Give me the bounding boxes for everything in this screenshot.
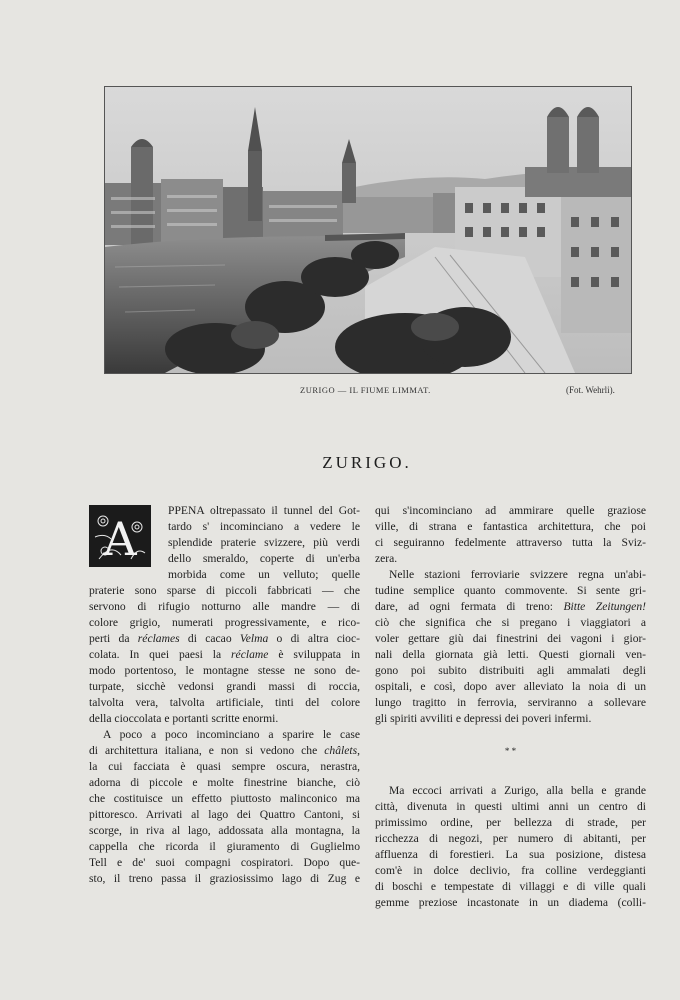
text-line: lungo tragitto in ferrovia, serviranno a sollevare xyxy=(375,696,646,709)
text-line: qui s'incominciano ad ammirare quelle graziose xyxy=(375,504,646,517)
photo-credit: (Fot. Wehrli). xyxy=(566,385,615,395)
text-line: splendide praterie svizzere, più verdi xyxy=(168,536,360,549)
text-line: la cui facciata è quasi sempre oscura, nerastra, xyxy=(89,760,360,773)
text-line: servono di rifugio notturno alle mandre — di xyxy=(89,600,360,613)
text-line: adorna di piccole e molte finestrine bianche, ciò xyxy=(89,776,360,789)
left-column xyxy=(89,503,360,887)
text-line: primissimo ordine, per bellezza di strade, per xyxy=(375,816,646,829)
text-line: sto, il treno passa il graziosissimo lago di Zug e xyxy=(89,872,360,885)
text-line: modo portentoso, le montagne stesse ne sono de- xyxy=(89,664,360,677)
decorated-initial xyxy=(89,505,151,567)
photo-illustration xyxy=(105,87,631,373)
decorated-initial-letter: A xyxy=(103,512,137,565)
decorated-initial-ornament-icon xyxy=(91,507,149,565)
text-line: dello smeraldo, coperte di un'erba xyxy=(168,552,360,565)
text-line: gli spiriti avviliti e depressi dei poveri infermi. xyxy=(375,712,592,725)
article-title: ZURIGO. xyxy=(322,453,412,472)
text-line: tardo s' incominciano a vedere le xyxy=(168,520,360,533)
text-line: nali della giornata già letti. Questi giornali ven- xyxy=(375,648,646,661)
text-line: turpate, sicchè vedonsi grandi massi di roccia, xyxy=(89,680,360,693)
text-line: cappella che ricorda il giuramento di Guglielmo xyxy=(89,840,360,853)
photograph-zurich-limmat xyxy=(104,86,632,374)
text-line: ricchezza di negozi, per numero di abitanti, per xyxy=(375,832,646,845)
text-line: pittoresco. Arrivati al lago dei Quattro Cantoni, si xyxy=(89,808,360,821)
text-line: Ma eccoci arrivati a Zurigo, alla bella e grande xyxy=(389,784,646,797)
text-line: zera. xyxy=(375,552,398,565)
photo-caption: ZURIGO — IL FIUME LIMMAT. xyxy=(300,385,431,395)
text-line: colore grigio, numerati progressivamente, e rico- xyxy=(89,616,360,629)
text-line: di architettura italiana, e non si vedono che châlets, xyxy=(89,744,360,757)
text-line: scorge, in riva al lago, addossata alla montagna, la xyxy=(89,824,360,837)
text-line: com'è in dolce declivio, fra colline verdeggianti xyxy=(375,864,646,877)
text-line: PPENA oltrepassato il tunnel del Got- xyxy=(168,504,360,517)
text-line: che costituisce un effetto piuttosto malinconico ma xyxy=(89,792,360,805)
text-line: praterie sono sparse di piccoli fabbricati — che xyxy=(89,584,360,597)
text-line: tudine semplice quanto commovente. Si sente gri- xyxy=(375,584,646,597)
text-line: talvolta vera, talvolta artificiale, tinti del colore xyxy=(89,696,360,709)
text-line: gemme preziose incastonate in un diadema (colli- xyxy=(375,896,646,909)
text-line: perti da réclames di cacao Velma o di altra cioc- xyxy=(89,632,360,645)
text-line: dare, ad ogni fermata di treno: Bitte Zeitungen! xyxy=(375,600,646,613)
paragraph-gap xyxy=(375,727,646,739)
text-line: della cioccolata e portanti scritte enormi. xyxy=(89,712,279,725)
text-line: morbida come un velluto; quelle xyxy=(168,568,360,581)
text-line: voler gettare giù dai finestrini dei vagoni i gior- xyxy=(375,632,646,645)
paragraph-gap xyxy=(375,771,646,783)
text-line: ci seguiranno fedelmente attraverso tutta la Sviz- xyxy=(375,536,646,549)
text-line: ciò che significa che si pregano i viaggiatori a xyxy=(375,616,646,629)
text-line: Nelle stazioni ferroviarie svizzere regna un'abi- xyxy=(389,568,646,581)
text-line: gono poi subito distribuiti agli ammalati degli xyxy=(375,664,646,677)
text-line: ville, di strana e fantastica architettura, che poi xyxy=(375,520,646,533)
text-line: ospitali, e così, dopo aver alleviato la noia di un xyxy=(375,680,646,693)
text-line: affluenza di forestieri. La sua posizione, distesa xyxy=(375,848,646,861)
text-line: di boschi e tempestate di villaggi e di ville quali xyxy=(375,880,646,893)
text-line: A poco a poco incominciano a sparire le case xyxy=(103,728,360,741)
text-line: città, divenuta in questi ultimi anni un centro di xyxy=(375,800,646,813)
right-column xyxy=(375,503,646,911)
text-line: colata. In quei paesi la réclame è sviluppata in xyxy=(89,648,361,661)
text-line: Tell e de' suoi compagni cospiratori. Dopo que- xyxy=(89,856,360,869)
section-divider: * * xyxy=(504,746,517,756)
